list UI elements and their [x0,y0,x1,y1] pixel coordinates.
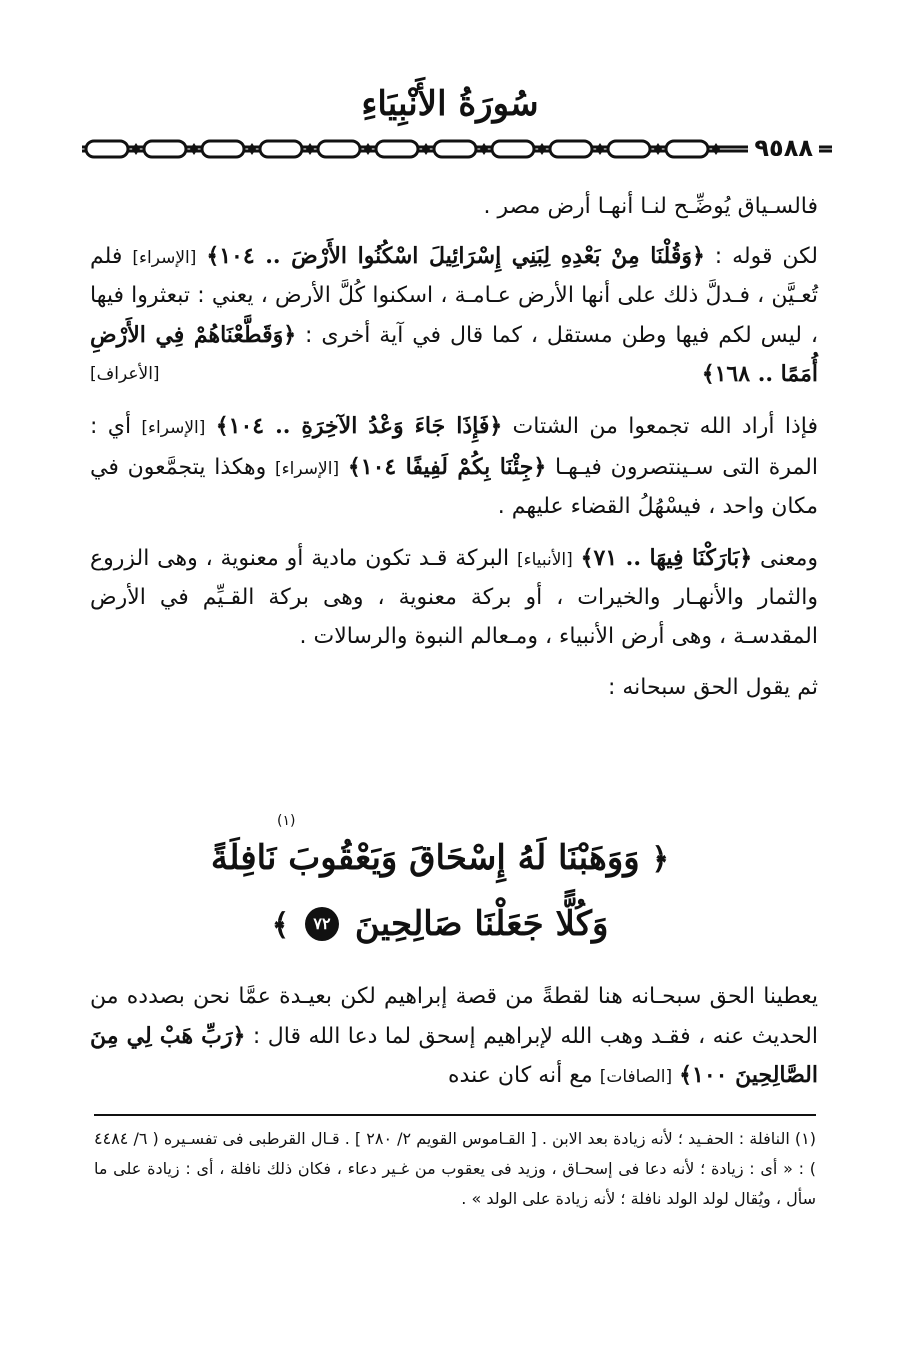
ref-isra-c: [الإسراء] [275,458,340,479]
paragraph-6-text-1: يعطينا الحق سبحـانه هنا لقطةً من قصة إبراهيم لكن بعيـدة عمَّا نحن بصدده من الحديث عنه ، فقـد وهب الله لإبراهيم إسحق لما دعا الله قال : [90,984,818,1049]
body-bottom [90,978,818,1097]
footnote-divider [94,1114,816,1116]
ref-araf: [الأعراف] [90,364,160,385]
paragraph-6 [90,978,818,1097]
quran-line-1 [180,826,700,892]
verse-saffat-100: ﴿رَبِّ هَبْ لِي مِنَ الصَّالِحِينَ ١٠٠﴾ [90,1022,818,1089]
body-top [90,188,818,707]
paragraph-1 [90,188,818,227]
paragraph-4-intro: ومعنى [752,545,818,571]
quran-ayah-number: ٧٢ [305,907,339,941]
quran-line-1-text: وَوَهَبْنَا لَهُ إِسْحَاقَ وَيَعْقُوبَ نَافِلَةً [210,838,640,878]
paragraph-5 [90,669,818,708]
ornamental-header-rule [82,136,832,162]
footnote [94,1124,816,1214]
surah-title: سُورَةُ الأَنْبِيَاءِ [361,84,539,124]
quran-verse-block [180,826,700,958]
verse-araf-168: ﴿وَقَطَّعْنَاهُمْ فِي الأَرْضِ أُمَمًا .. ١٦٨﴾ [90,321,818,388]
paragraph-3-text-1: أي : المرة التى سـينتصرون فيـهـا [90,413,818,480]
paragraph-2-text: فلم تُعـيَّن ، فـدلَّ ذلك على أنها الأرض عـامـة ، اسكنوا كُلَّ الأرض ، يعني : تبعثروا فيها ، ليس لكم فيها وطن مستقل ، كما قال في آية أخرى : [90,243,818,348]
verse-anbiya-71: ﴿بَارَكْنَا فِيهَا .. ٧١﴾ [580,544,753,571]
paragraph-2-intro: لكن قوله : [704,243,818,269]
quran-line-2 [180,892,700,958]
paragraph-4 [90,539,818,657]
footnote-marker: (١) [277,813,296,829]
verse-isra-104-a: ﴿وَقُلْنَا مِنْ بَعْدِهِ لِبَنِي إِسْرَائِيلَ اسْكُنُوا الأَرْضَ .. ١٠٤﴾ [206,242,705,269]
paragraph-2 [90,237,818,395]
paragraph-3-intro: فإذا أراد الله تجمعوا من الشتات [502,413,818,439]
ref-isra-a: [الإسراء] [132,247,197,268]
ref-saffat: [الصافات] [599,1067,673,1088]
paragraph-5-text: ثم يقول الحق سبحانه : [607,674,818,700]
paragraph-4-text: البركة قـد تكون مادية أو معنوية ، وهى الزروع والثمار والأنهـار والخيرات ، أو بركة معنوية ، وهى بركة القـيِّم في الأرض المقدسـة ، وهى أرض الأنبياء ، ومـعالم النبوة والرسالات . [90,545,818,649]
page-number: ٩٥٨٨ [748,134,819,162]
paragraph-6-text-2: مع أنه كان عنده [448,1063,600,1089]
ref-isra-b: [الإسراء] [141,417,206,438]
paragraph-1-text: فالسـياق يُوضِّـح لنـا أنهـا أرض مصر . [483,194,818,219]
quran-line-2-text: وَكُلًّا جَعَلْنَا صَالِحِينَ [354,904,609,944]
verse-isra-104-c: ﴿جِئْنَا بِكُمْ لَفِيفًا ١٠٤﴾ [347,453,547,480]
ref-anbiya: [الأنبياء] [516,549,573,570]
footnote-text: (١) النافلة : الحفـيد ؛ لأنه زيادة بعد الابن . [ القـاموس القويم ٢/ ٢٨٠ ] . قـال القرطبى فى تفسـيره ( ٦/ ٤٤٨٤ ) : « أى : زيادة ؛ لأنه دعا فى إسحـاق ، وزيد فى يعقوب من غـير دعاء ، فكان ذلك نافلة ، أى : زيادة على ما سأل ، ويُقال لولد الولد نافلة ؛ لأنه زيادة على الولد » . [94,1129,817,1208]
verse-isra-104-b: ﴿فَإِذَا جَاءَ وَعْدُ الآخِرَةِ .. ١٠٤﴾ [215,412,503,439]
paragraph-3-text-2: وهكذا يتجمَّعون في مكان واحد ، فيسْهُلُ القضاء عليهم . [90,454,818,520]
quran-close-bracket: ﴾ [271,908,290,943]
paragraph-3 [90,407,818,527]
quran-open-bracket: ﴿ [651,842,670,877]
